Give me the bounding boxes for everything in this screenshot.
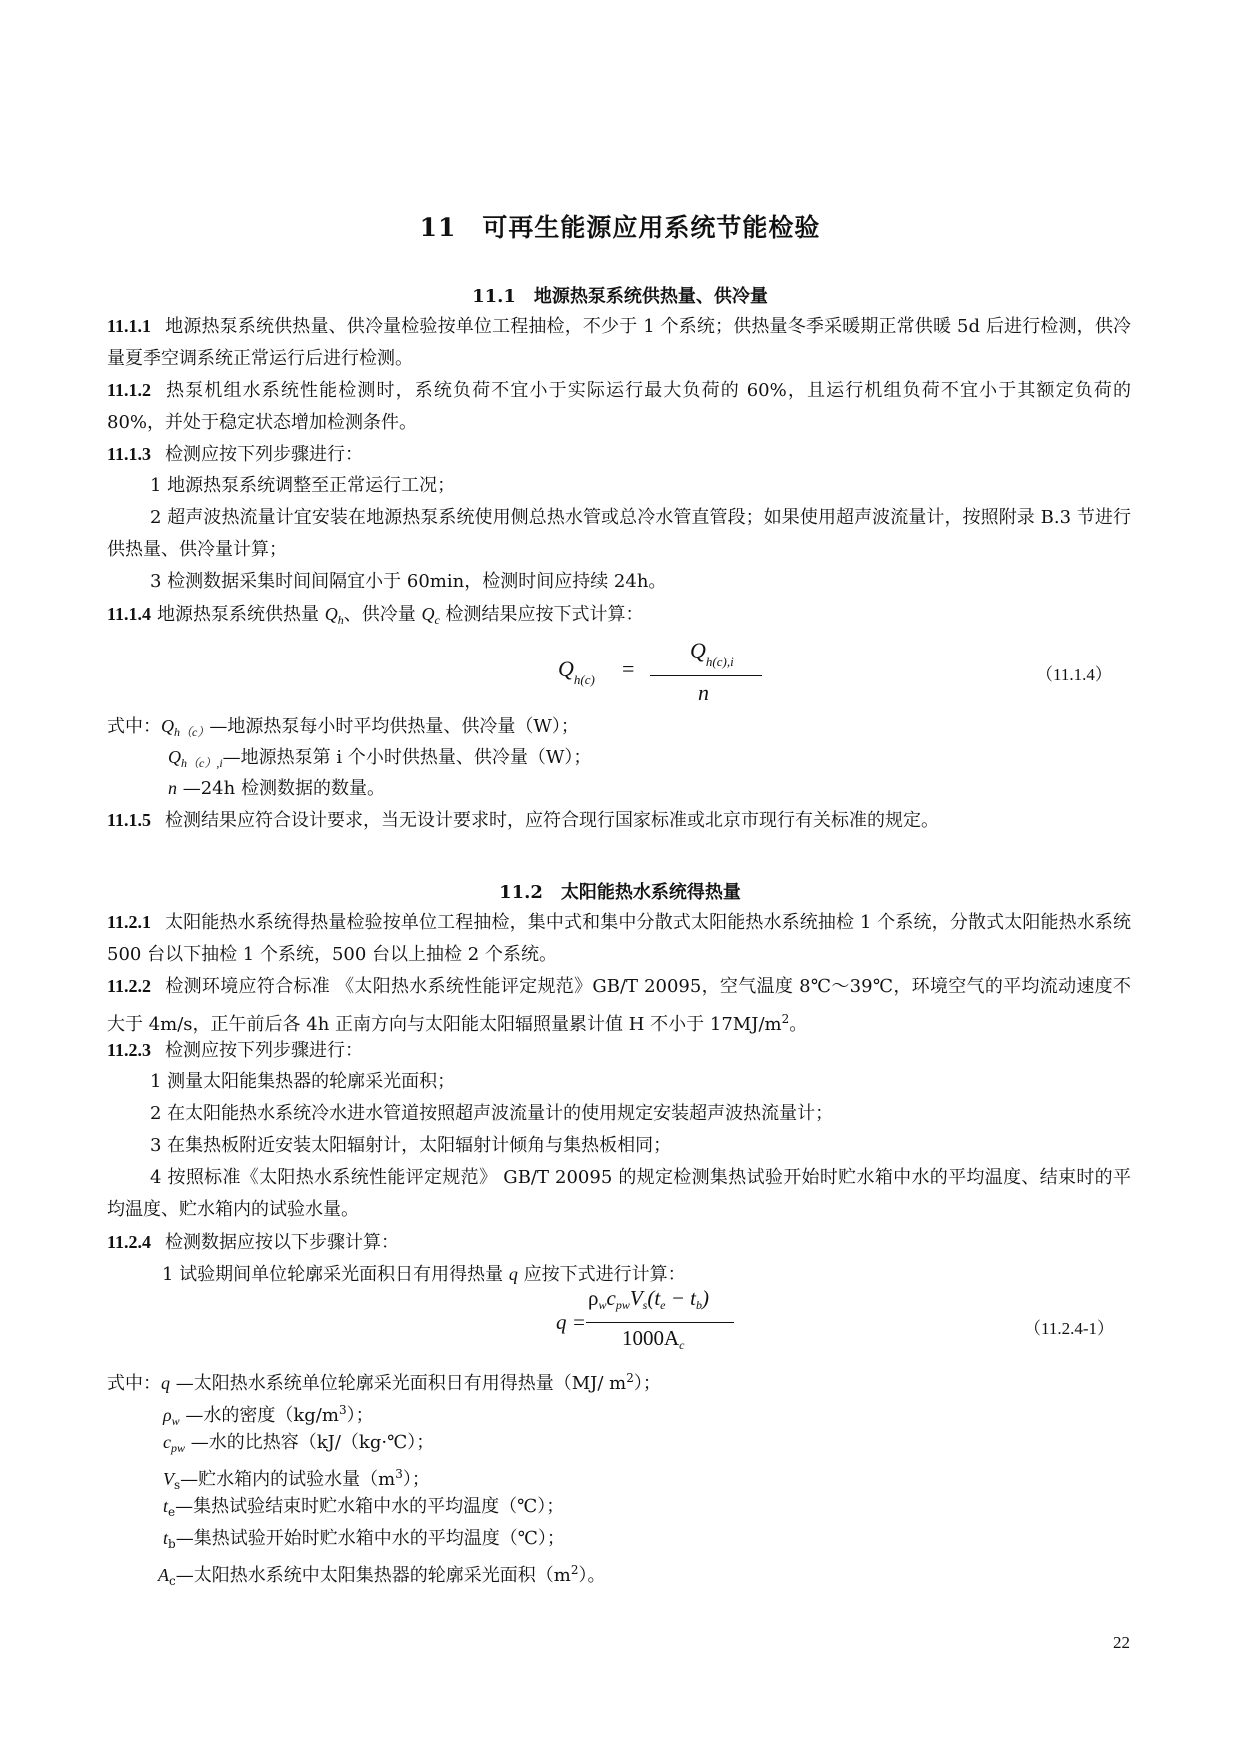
- page-number: 22: [1113, 1633, 1130, 1652]
- step-11-2-4-1: 1 试验期间单位轮廓采光面积日有用得热量 q 应按下式进行计算：: [162, 1264, 686, 1285]
- clause-text: 热泵机组水系统性能检测时，系统负荷不宜小于实际运行最大负荷的 60%，且运行机组负荷不宜小于其额定负荷的 80%，并处于稳定状态增加检测条件。: [107, 380, 1131, 433]
- clause-number: 11.1.5: [107, 810, 152, 830]
- clause-number: 11.2.1: [107, 912, 152, 932]
- chapter-title: 11 可再生能源应用系统节能检验: [419, 213, 821, 242]
- step-11-1-3-1: 1 地源热泵系统调整至正常运行工况；: [150, 475, 456, 496]
- clause-11-1-4: [107, 598, 1131, 636]
- clause-11-1-5: [107, 804, 1131, 837]
- clause-text: 检测环境应符合标准 《太阳热水系统性能评定规范》GB/T 20095，空气温度 8℃～39℃，环境空气的平均流动速度不大于 4m/s，正午前后各 4h 正南方向与太阳能太阳辐照量累计值 H 不小于 17MJ/m: [107, 976, 1131, 1035]
- where-Ac: $A_c—$太阳热水系统中太阳集热器的轮廓采光面积$(m^2)$。: [158, 1563, 606, 1588]
- clause-text: 检测应按下列步骤进行：: [165, 444, 364, 465]
- clause-number: 11.1.1: [107, 316, 152, 336]
- clause-number: 11.2.3: [107, 1040, 152, 1060]
- where-var-2: $Q_{h(c),i}—$地源热泵第 i 个小时供热量、供冷量（W）；: [168, 747, 592, 770]
- clause-11-1-3: [107, 438, 1131, 471]
- var-symbol: $Q_{h(c)}$: [161, 716, 210, 739]
- step-11-1-3-3: 3 检测数据采集时间间隔宜小于 60min，检测时间应持续 24h。: [150, 571, 667, 592]
- eq1-fraction-line: [650, 675, 762, 676]
- where-rho-w: $\rho_w$ —水的密度$(kg/m^3)$；: [163, 1403, 374, 1428]
- step-11-1-3-2: 2 超声波热流量计宜安装在地源热泵系统使用侧总热水管或总冷水管直管段；如果使用超声波流量计，按照附录 B.3 节进行供热量、供冷量计算；: [107, 507, 1131, 560]
- var-symbol: $Q_{h(c),i}$: [168, 747, 223, 770]
- step-11-2-3-3: 3 在集热板附近安装太阳辐射计，太阳辐射计倾角与集热板相同；: [150, 1135, 672, 1156]
- clause-text-c: 检测结果应按下式计算：: [439, 604, 644, 625]
- clause-text: 检测应按下列步骤进行：: [165, 1040, 364, 1061]
- where-te: $t_e—$集热试验结束时贮水箱中水的平均温度（℃）；: [163, 1496, 565, 1519]
- step-11-2-3-2: 2 在太阳能热水系统冷水进水管道按照超声波流量计的使用规定安装超声波热流量计；: [150, 1103, 834, 1124]
- where-c-pw: $c_{pw}$ —水的比热容（kJ/（kg·℃）；: [163, 1432, 435, 1455]
- clause-number: 11.1.2: [107, 380, 152, 400]
- eq2-lhs: q =: [556, 1310, 586, 1334]
- eq2-denominator: $1000A_c$: [622, 1326, 685, 1352]
- eq2-label: （11.2.4-1）: [1024, 1319, 1115, 1338]
- eq2-numerator: $\rho_wc_{pw}V_s(t_e - t_b)$: [588, 1286, 710, 1312]
- clause-11-2-1: [107, 906, 1131, 971]
- eq1-numerator: $Q_{h(c),i}$: [690, 638, 734, 669]
- step-11-2-3-4: 4 按照标准《太阳热水系统性能评定规范》 GB/T 20095 的规定检测集热试验开始时贮水箱中水的平均温度、结束时的平均温度、贮水箱内的试验水量。: [107, 1167, 1131, 1220]
- where-var-1: 式中：$Q_{h(c)}—$地源热泵每小时平均供热量、供冷量（W）；: [107, 716, 579, 739]
- clause-number: 11.1.4: [107, 604, 152, 624]
- var-symbol: n: [168, 778, 177, 798]
- clause-text: 太阳能热水系统得热量检验按单位工程抽检，集中式和集中分散式太阳能热水系统抽检 1 个系统，分散式太阳能热水系统 500 台以下抽检 1 个系统，500 台以上抽检 2 个系统。: [107, 912, 1131, 965]
- clause-11-1-2: [107, 374, 1131, 439]
- eq1-label: （11.1.4）: [1036, 665, 1112, 684]
- clause-text-b: 、供冷量: [343, 604, 422, 625]
- symbol-Qc: $Q_c$: [421, 604, 440, 627]
- clause-11-2-4: [107, 1226, 1131, 1259]
- section-title-11-2: 11.2 太阳能热水系统得热量: [499, 882, 741, 903]
- clause-11-2-3: [107, 1034, 1131, 1067]
- clause-text: 检测结果应符合设计要求，当无设计要求时，应符合现行国家标准或北京市现行有关标准的规定。: [165, 810, 940, 831]
- clause-11-2-2: 11.2.2 检测环境应符合标准 《太阳热水系统性能评定规范》GB/T 20095，空气温度 8℃～39℃，环境空气的平均流动速度不大于 4m/s，正午前后各 4h 正南方向与太阳能太阳辐照量累计值 H 不小于 $17MJ/m^2$。: [107, 976, 1131, 1035]
- where-q: 式中：q —太阳热水系统单位轮廓采光面积日有用得热量（MJ/ $m^2$）；: [107, 1371, 661, 1394]
- clause-text: 检测数据应按以下步骤计算：: [165, 1232, 400, 1253]
- where-var-3: n —24h 检测数据的数量。: [168, 778, 385, 799]
- where-Vs: $V_s—$贮水箱内的试验水量$(m^3)$；: [163, 1467, 430, 1492]
- clause-number: 11.1.3: [107, 444, 152, 464]
- step-11-2-3-1: 1 测量太阳能集热器的轮廓采光面积；: [150, 1071, 456, 1092]
- clause-number: 11.2.4: [107, 1232, 152, 1252]
- clause-text-a: 地源热泵系统供热量: [157, 604, 325, 625]
- clause-11-1-1: [107, 310, 1131, 375]
- where-tb: $t_b—$集热试验开始时贮水箱中水的平均温度（℃）；: [163, 1528, 565, 1551]
- clause-text: 地源热泵系统供热量、供冷量检验按单位工程抽检，不少于 1 个系统；供热量冬季采暖期正常供暖 5d 后进行检测，供冷量夏季空调系统正常运行后进行检测。: [107, 316, 1131, 369]
- section-title-11-1: 11.1 地源热泵系统供热量、供冷量: [472, 286, 768, 307]
- eq2-fraction-line: [586, 1322, 734, 1323]
- eq1-denominator: n: [698, 680, 709, 705]
- clause-number: 11.2.2: [107, 976, 152, 996]
- eq1-equals: =: [622, 656, 635, 681]
- eq1-lhs: $Q_{h(c)}$: [558, 656, 595, 687]
- symbol-Qh: $Q_h$: [324, 604, 344, 627]
